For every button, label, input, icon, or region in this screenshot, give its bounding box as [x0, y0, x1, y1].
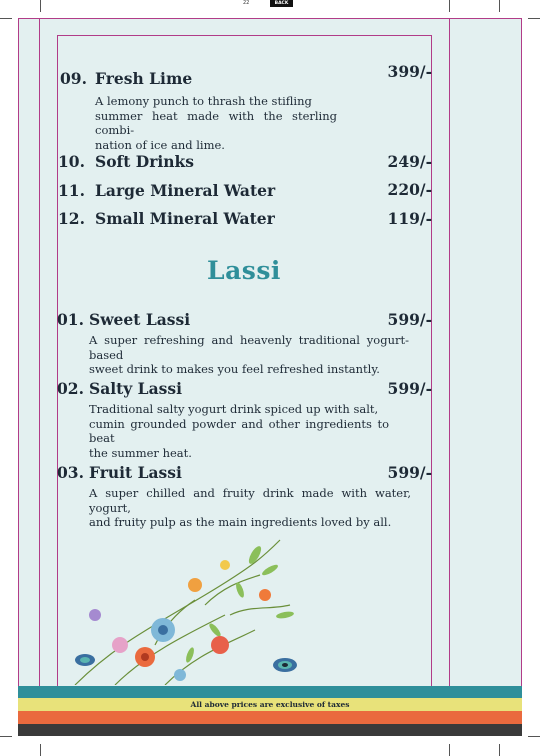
- item-number: 09.: [60, 69, 87, 88]
- item-name: Small Mineral Water: [95, 209, 275, 228]
- description-line: sweet drink to makes you feel refreshed instantly.: [89, 362, 380, 376]
- description-line: A super refreshing and heavenly traditional yogurt-based: [89, 333, 409, 362]
- page-number: 22: [243, 0, 250, 6]
- item-price: 399/-: [387, 62, 432, 81]
- crop-mark: [499, 0, 500, 12]
- floral-illustration: [55, 535, 310, 685]
- tax-note: All above prices are exclusive of taxes: [190, 700, 350, 709]
- trim-line: [39, 18, 40, 686]
- item-name: Fresh Lime: [95, 69, 193, 88]
- description-line: the summer heat.: [89, 445, 192, 460]
- section-title-lassi: Lassi: [207, 256, 281, 285]
- stripe-teal: [18, 686, 522, 698]
- crop-mark: [528, 736, 540, 737]
- description-line: summer heat made with the sterling combi-: [95, 108, 337, 137]
- description-line: cumin grounded powder and other ingredients to beat: [89, 416, 389, 445]
- item-description: [89, 486, 411, 530]
- item-name: Fruit Lassi: [89, 463, 182, 482]
- item-price: 599/-: [387, 310, 432, 329]
- crop-mark: [40, 0, 41, 12]
- stripe-orange: [18, 711, 522, 724]
- description-line: Traditional salty yogurt drink spiced up with salt,: [89, 402, 379, 416]
- crop-mark: [449, 0, 450, 12]
- item-number: 11.: [58, 181, 85, 200]
- item-name: Large Mineral Water: [95, 181, 276, 200]
- description-line: A super chilled and fruity drink made with water, yogurt,: [89, 486, 411, 515]
- item-name: Sweet Lassi: [89, 310, 191, 329]
- item-price: 220/-: [387, 180, 432, 199]
- item-number: 02.: [57, 379, 84, 398]
- item-name: Salty Lassi: [89, 379, 182, 398]
- item-description: [89, 402, 389, 460]
- crop-mark: [0, 18, 12, 19]
- crop-mark: [40, 744, 41, 756]
- trim-line: [521, 18, 522, 686]
- item-number: 10.: [58, 152, 85, 171]
- back-tag: BACK: [270, 0, 293, 7]
- crop-mark: [499, 744, 500, 756]
- item-price: 119/-: [387, 209, 432, 228]
- stripe-dark: [18, 724, 522, 736]
- item-number: 12.: [58, 209, 85, 228]
- item-description: [89, 333, 409, 377]
- trim-line: [449, 18, 450, 686]
- item-name: Soft Drinks: [95, 152, 194, 171]
- trim-line: [18, 18, 19, 686]
- trim-line: [18, 18, 522, 19]
- item-price: 249/-: [387, 152, 432, 171]
- crop-mark: [0, 736, 12, 737]
- item-price: 599/-: [387, 463, 432, 482]
- item-number: 01.: [57, 310, 84, 329]
- item-description: [95, 94, 337, 152]
- description-line: and fruity pulp as the main ingredients loved by all.: [89, 515, 392, 529]
- crop-mark: [449, 744, 450, 756]
- item-price: 599/-: [387, 379, 432, 398]
- crop-mark: [528, 18, 540, 19]
- item-number: 03.: [57, 463, 84, 482]
- description-line: nation of ice and lime.: [95, 137, 225, 152]
- description-line: A lemony punch to thrash the stifling: [95, 94, 312, 108]
